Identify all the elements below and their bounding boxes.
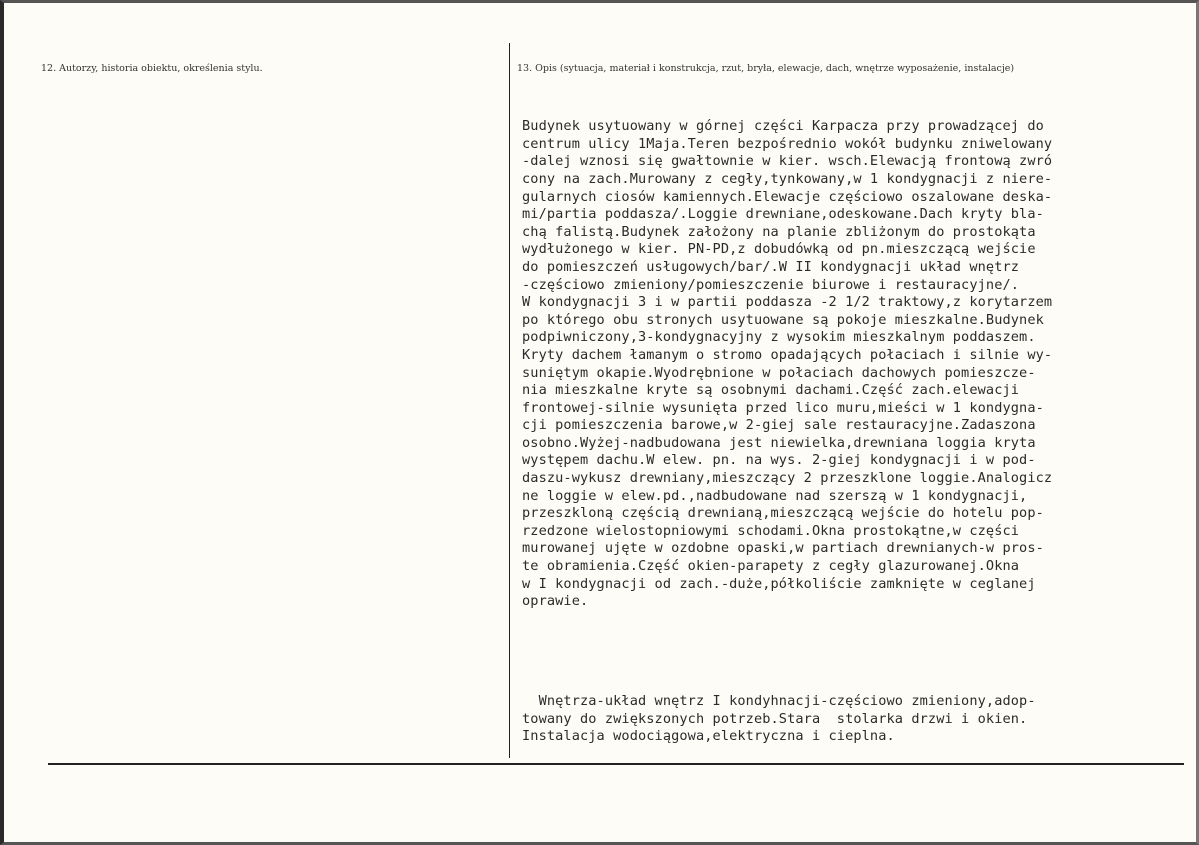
- description-line: Budynek usytuowany w górnej części Karpacza przy prowadzącej do: [522, 118, 1044, 135]
- description-line: W kondygnacji 3 i w partii poddasza -2 1/2 traktowy,z korytarzem: [522, 294, 1053, 311]
- description-line: Kryty dachem łamanym o stromo opadających połaciach i silnie wy-: [522, 346, 1053, 363]
- description-line: suniętym okapie.Wyodrębnione w połaciach dachowych pomieszcze-: [522, 364, 1036, 381]
- description-line: -częściowo zmieniony/pomieszczenie biurowe i restauracyjne/.: [522, 276, 1020, 293]
- description-line: oprawie.: [522, 593, 589, 610]
- description-line: chą falistą.Budynek założony na planie zbliżonym do prostokąta: [522, 223, 1036, 240]
- description-line: frontowej-silnie wysunięta przed lico muru,mieści w 1 kondygna-: [522, 399, 1044, 416]
- section-13-label: 13. Opis (sytuacja, materiał i konstrukcja, rzut, bryła, elewacje, dach, wnętrze wyposażenie, instalacje): [517, 63, 1015, 74]
- description-line: w I kondygnacji od zach.-duże,półkoliście zamknięte w ceglanej: [522, 575, 1036, 592]
- description-text: [522, 83, 1192, 781]
- description-line: cji pomieszczenia barowe,w 2-giej sale restauracyjne.Zadaszona: [522, 417, 1036, 434]
- description-line: Wnętrza-układ wnętrz I kondyhnacji-częściowo zmieniony,adop-: [522, 693, 1036, 710]
- description-line: po którego obu stronych usytuowane są pokoje mieszkalne.Budynek: [522, 311, 1044, 328]
- description-line: -dalej wznosi się gwałtownie w kier. wsch.Elewacją frontową zwró: [522, 153, 1053, 170]
- description-line: towany do zwiększonych potrzeb.Stara stolarka drzwi i okien.: [522, 710, 1028, 727]
- description-paragraph-1: [522, 118, 1192, 611]
- description-line: rzedzone wielostopniowymi schodami.Okna prostokątne,w części: [522, 522, 1020, 539]
- section-12-label: 12. Autorzy, historia obiektu, określenia stylu.: [41, 63, 263, 74]
- description-line: gularnych ciosów kamiennych.Elewacje częściowo oszalowane deska-: [522, 188, 1053, 205]
- description-line: podpiwniczony,3-kondygnacyjny z wysokim mieszkalnym poddaszem.: [522, 329, 1036, 346]
- description-line: przeszkloną częścią drewnianą,mieszczącą wejście do hotelu pop-: [522, 505, 1044, 522]
- description-line: murowanej ujęte w ozdobne opaski,w partiach drewnianych-w pros-: [522, 540, 1044, 557]
- description-line: mi/partia poddasza/.Loggie drewniane,odeskowane.Dach kryty bla-: [522, 206, 1044, 223]
- description-line: nia mieszkalne kryte są osobnymi dachami.Część zach.elewacji: [522, 382, 1020, 399]
- description-line: Instalacja wodociągowa,elektryczna i cieplna.: [522, 728, 895, 745]
- description-line: cony na zach.Murowany z cegły,tynkowany,w 1 kondygnacji z niere-: [522, 170, 1053, 187]
- description-line: osobno.Wyżej-nadbudowana jest niewielka,drewniana loggia kryta: [522, 434, 1036, 451]
- description-line: daszu-wykusz drewniany,mieszczący 2 przeszklone loggie.Analogicz: [522, 470, 1053, 487]
- paragraph-gap: [522, 646, 1192, 658]
- description-line: centrum ulicy 1Maja.Teren bezpośrednio wokół budynku zniwelowany: [522, 135, 1053, 152]
- description-line: występem dachu.W elew. pn. na wys. 2-giej kondygnacji i w pod-: [522, 452, 1036, 469]
- description-paragraph-2: [522, 693, 1192, 746]
- description-line: te obramienia.Część okien-parapety z cegły glazurowanej.Okna: [522, 558, 1020, 575]
- description-line: ne loggie w elew.pd.,nadbudowane nad szerszą w 1 kondygnacji,: [522, 487, 1028, 504]
- description-line: do pomieszczeń usługowych/bar/.W II kondygnacji układ wnętrz: [522, 258, 1020, 275]
- column-divider: [509, 43, 510, 758]
- description-line: wydłużonego w kier. PN-PD,z dobudówką od pn.mieszczącą wejście: [522, 241, 1036, 258]
